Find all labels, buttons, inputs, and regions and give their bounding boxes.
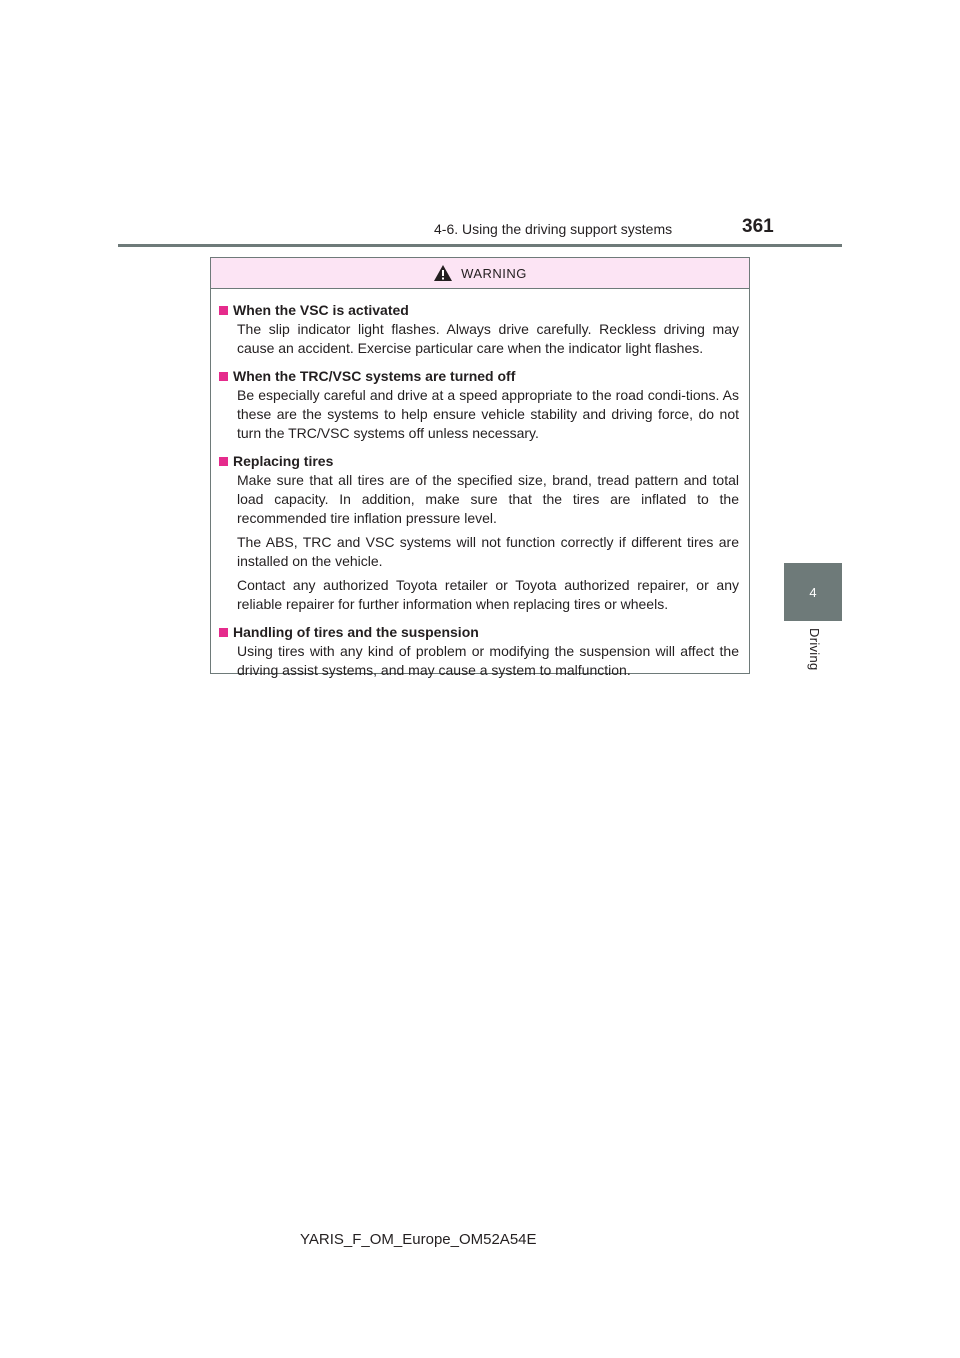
warning-body <box>211 289 749 685</box>
square-bullet-icon <box>219 457 228 466</box>
item-paragraph: The ABS, TRC and VSC systems will not function correctly if different tires are installed on the vehicle. <box>237 534 739 569</box>
warning-box <box>210 257 750 678</box>
document-code: YARIS_F_OM_Europe_OM52A54E <box>300 1231 537 1248</box>
square-bullet-icon <box>219 306 228 315</box>
chapter-number: 4 <box>809 584 817 600</box>
chapter-label: Driving <box>807 628 822 671</box>
section-title: 4-6. Using the driving support systems <box>434 221 673 237</box>
square-bullet-icon <box>219 372 228 381</box>
warning-item <box>218 300 739 363</box>
item-paragraph: Using tires with any kind of problem or modifying the suspension will affect the driving assist systems, and may cause a system to malfunction. <box>237 643 739 678</box>
item-heading: When the TRC/VSC systems are turned off <box>233 368 516 384</box>
header-divider <box>118 244 842 247</box>
item-heading: Handling of tires and the suspension <box>233 624 479 640</box>
warning-triangle-icon <box>433 264 453 282</box>
warning-item <box>218 451 739 619</box>
item-heading: Replacing tires <box>233 453 334 469</box>
warning-title: WARNING <box>461 265 527 281</box>
page-number: 361 <box>742 216 774 237</box>
item-paragraph: Be especially careful and drive at a speed appropriate to the road condi-tions. As these are the systems to help ensure vehicle stability and driving force, do not turn the TRC/VSC systems off unless necessary. <box>237 387 739 441</box>
item-paragraph: Contact any authorized Toyota retailer or Toyota authorized repairer, or any reliable repairer for further information when replacing tires or wheels. <box>237 577 739 612</box>
item-paragraph: The slip indicator light flashes. Always drive carefully. Reckless driving may cause an accident. Exercise particular care when the indicator light flashes. <box>237 321 739 356</box>
chapter-tab <box>784 563 842 621</box>
item-heading: When the VSC is activated <box>233 302 409 318</box>
warning-item <box>218 366 739 448</box>
item-paragraph: Make sure that all tires are of the specified size, brand, tread pattern and total load capacity. In addition, make sure that the tires are inflated to the recommended tire inflation pressure level. <box>237 472 739 526</box>
warning-item <box>218 622 739 685</box>
warning-header <box>211 258 749 289</box>
square-bullet-icon <box>219 628 228 637</box>
